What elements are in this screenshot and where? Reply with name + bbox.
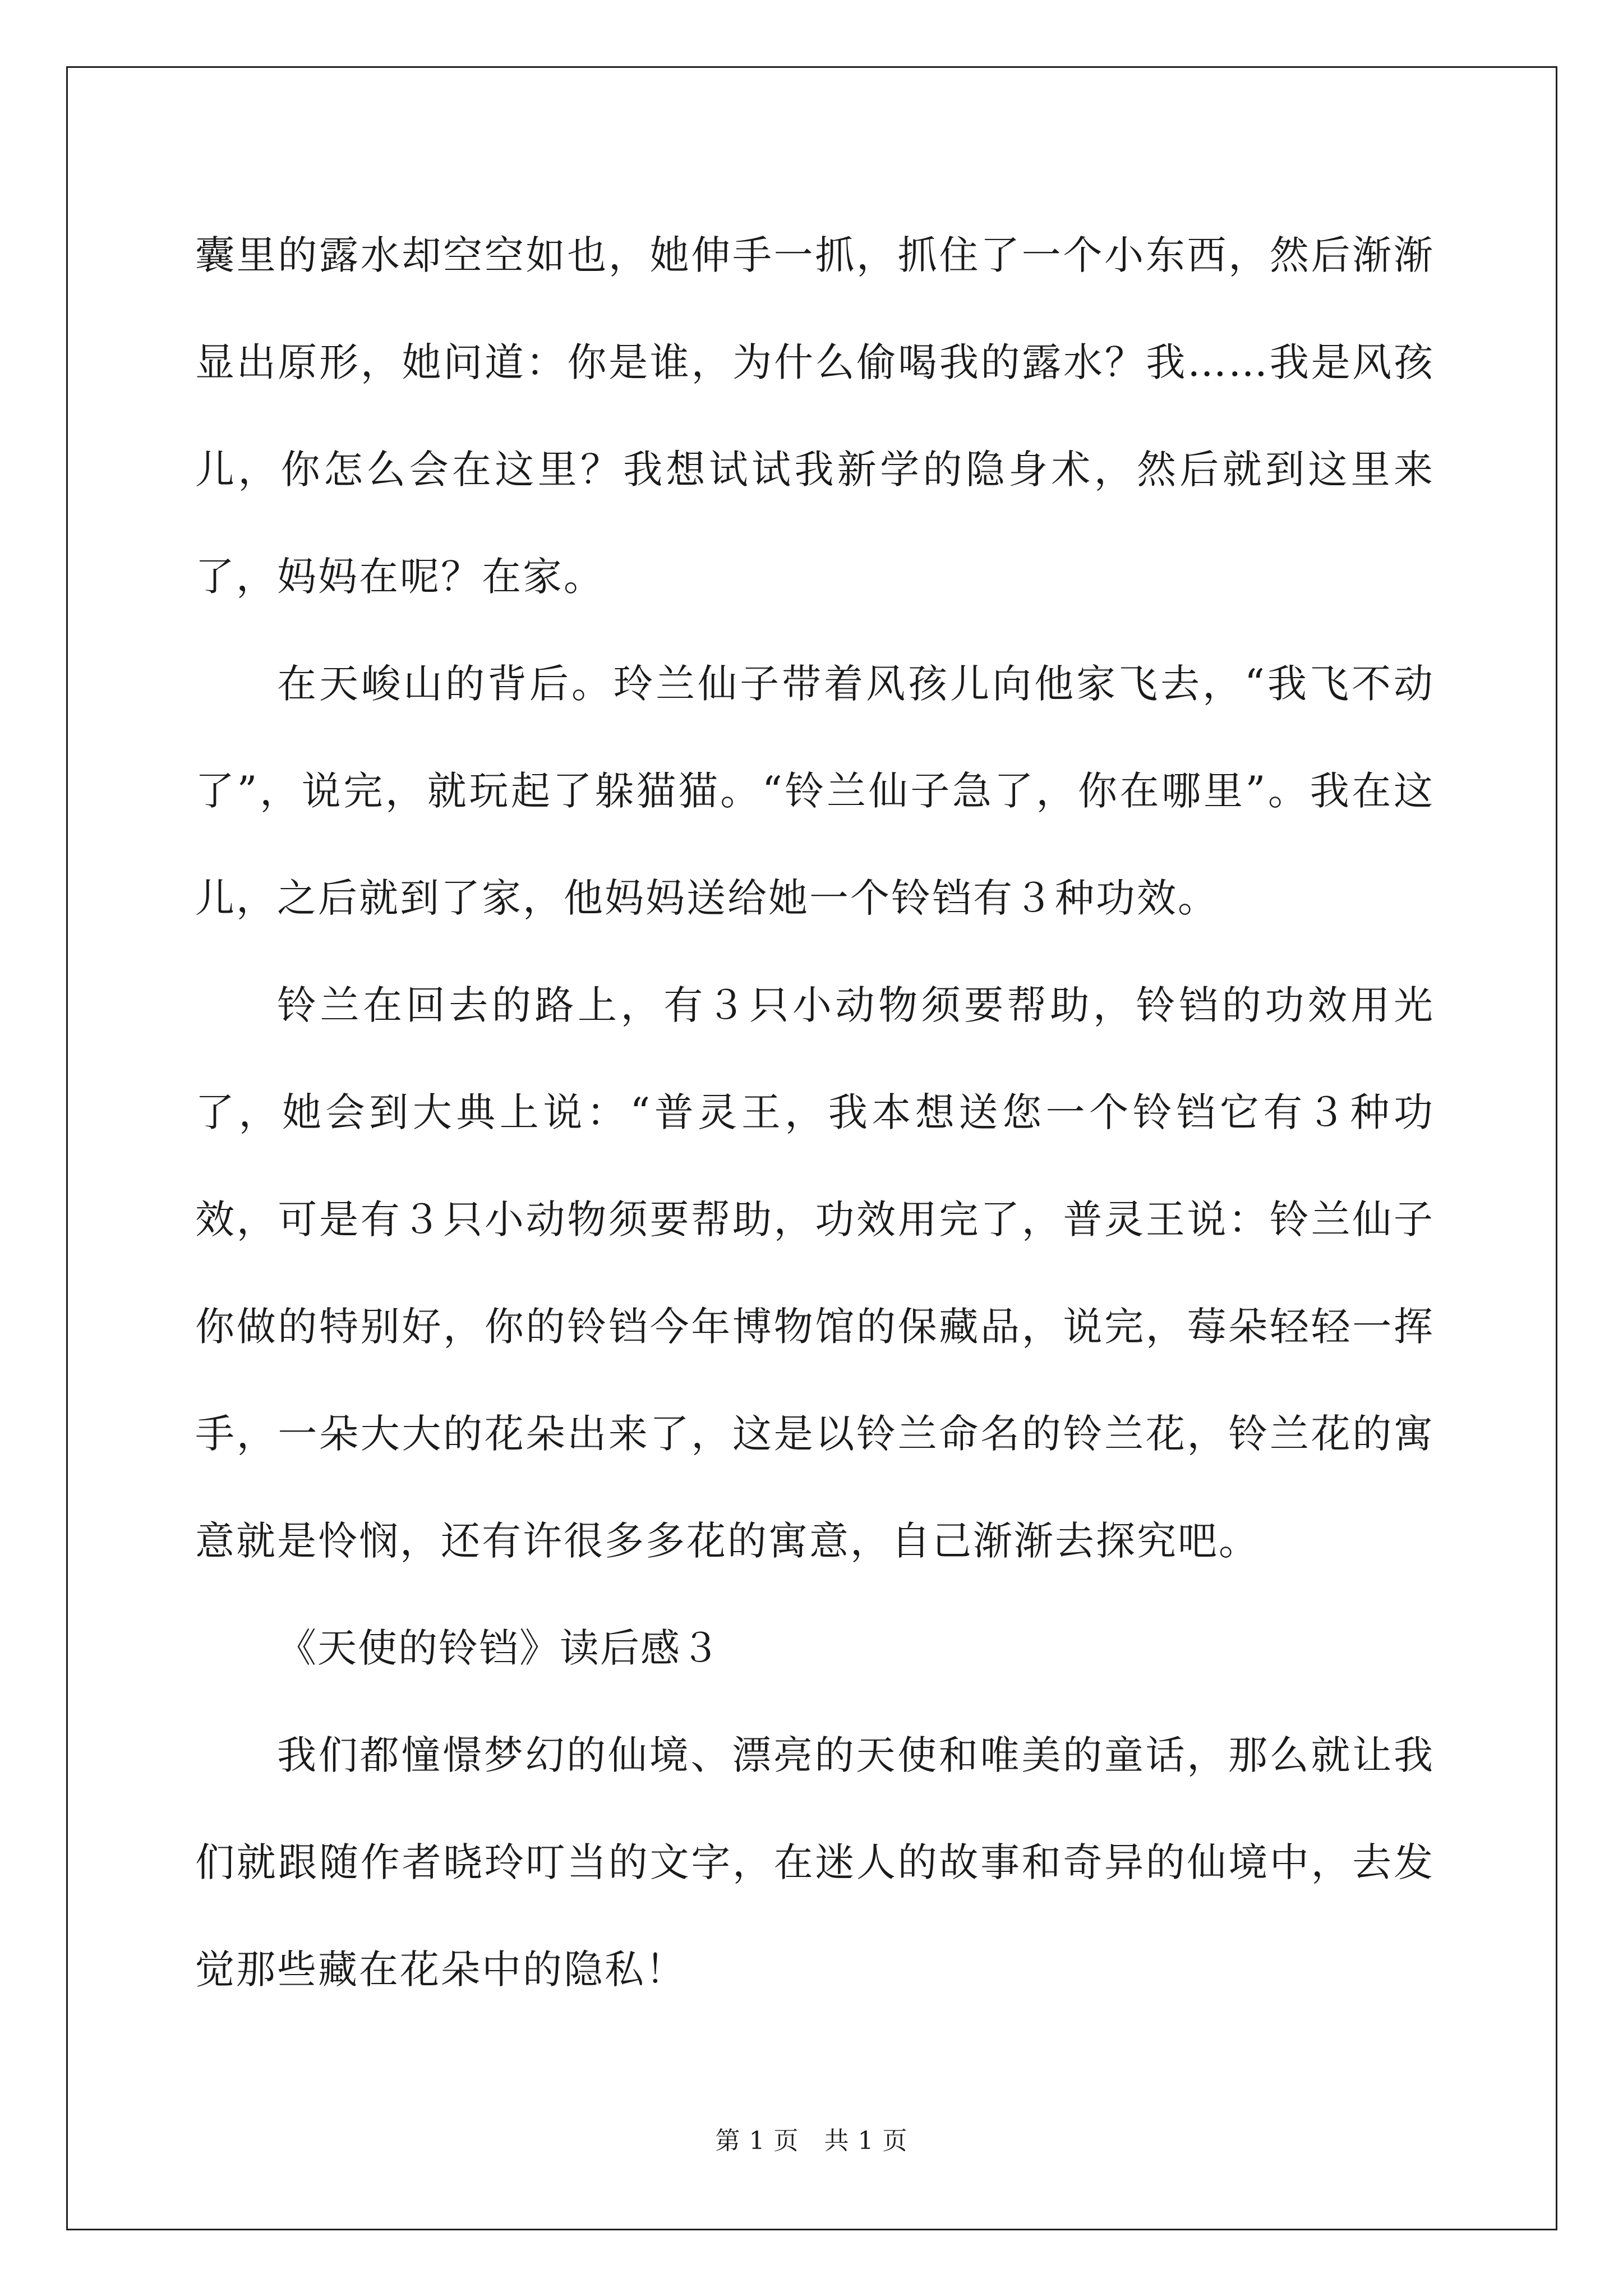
page-footer: 第 1 页 共 1 页: [715, 2127, 908, 2155]
paragraph-2: 在天峻山的背后。玲兰仙子带着风孩儿向他家飞去，“我飞不动了”，说完，就玩起了躲猫猫。“铃兰仙子急了，你在哪里”。我在这儿，之后就到了家，他妈妈送给她一个铃铛有３种功效。: [195, 661, 1435, 921]
paragraph-4: 我们都憧憬梦幻的仙境、漂亮的天使和唯美的童话，那么就让我们就跟随作者晓玲叮当的文字，在迷人的故事和奇异的仙境中，去发觉那些藏在花朵中的隐私！: [195, 1732, 1435, 1993]
section-heading: 《天使的铃铛》读后感３: [277, 1625, 721, 1671]
document-body: [195, 202, 1435, 2023]
paragraph-3: 铃兰在回去的路上，有３只小动物须要帮助，铃铛的功效用光了，她会到大典上说：“普灵王，我本想送您一个铃铛它有３种功效，可是有３只小动物须要帮助，功效用完了，普灵王说：铃兰仙子你做的特别好，你的铃铛今年博物馆的保藏品，说完，莓朵轻轻一挥手，一朵大大的花朵出来了，这是以铃兰命名的铃兰花，铃兰花的寓意就是怜悯，还有许很多多花的寓意，自己渐渐去探究吧。: [195, 982, 1435, 1564]
paragraph-1: 囊里的露水却空空如也，她伸手一抓，抓住了一个小东西，然后渐渐显出原形，她问道：你是谁，为什么偷喝我的露水？我……我是风孩儿，你怎么会在这里？我想试试我新学的隐身术，然后就到这里来了，妈妈在呢？在家。: [195, 232, 1435, 600]
